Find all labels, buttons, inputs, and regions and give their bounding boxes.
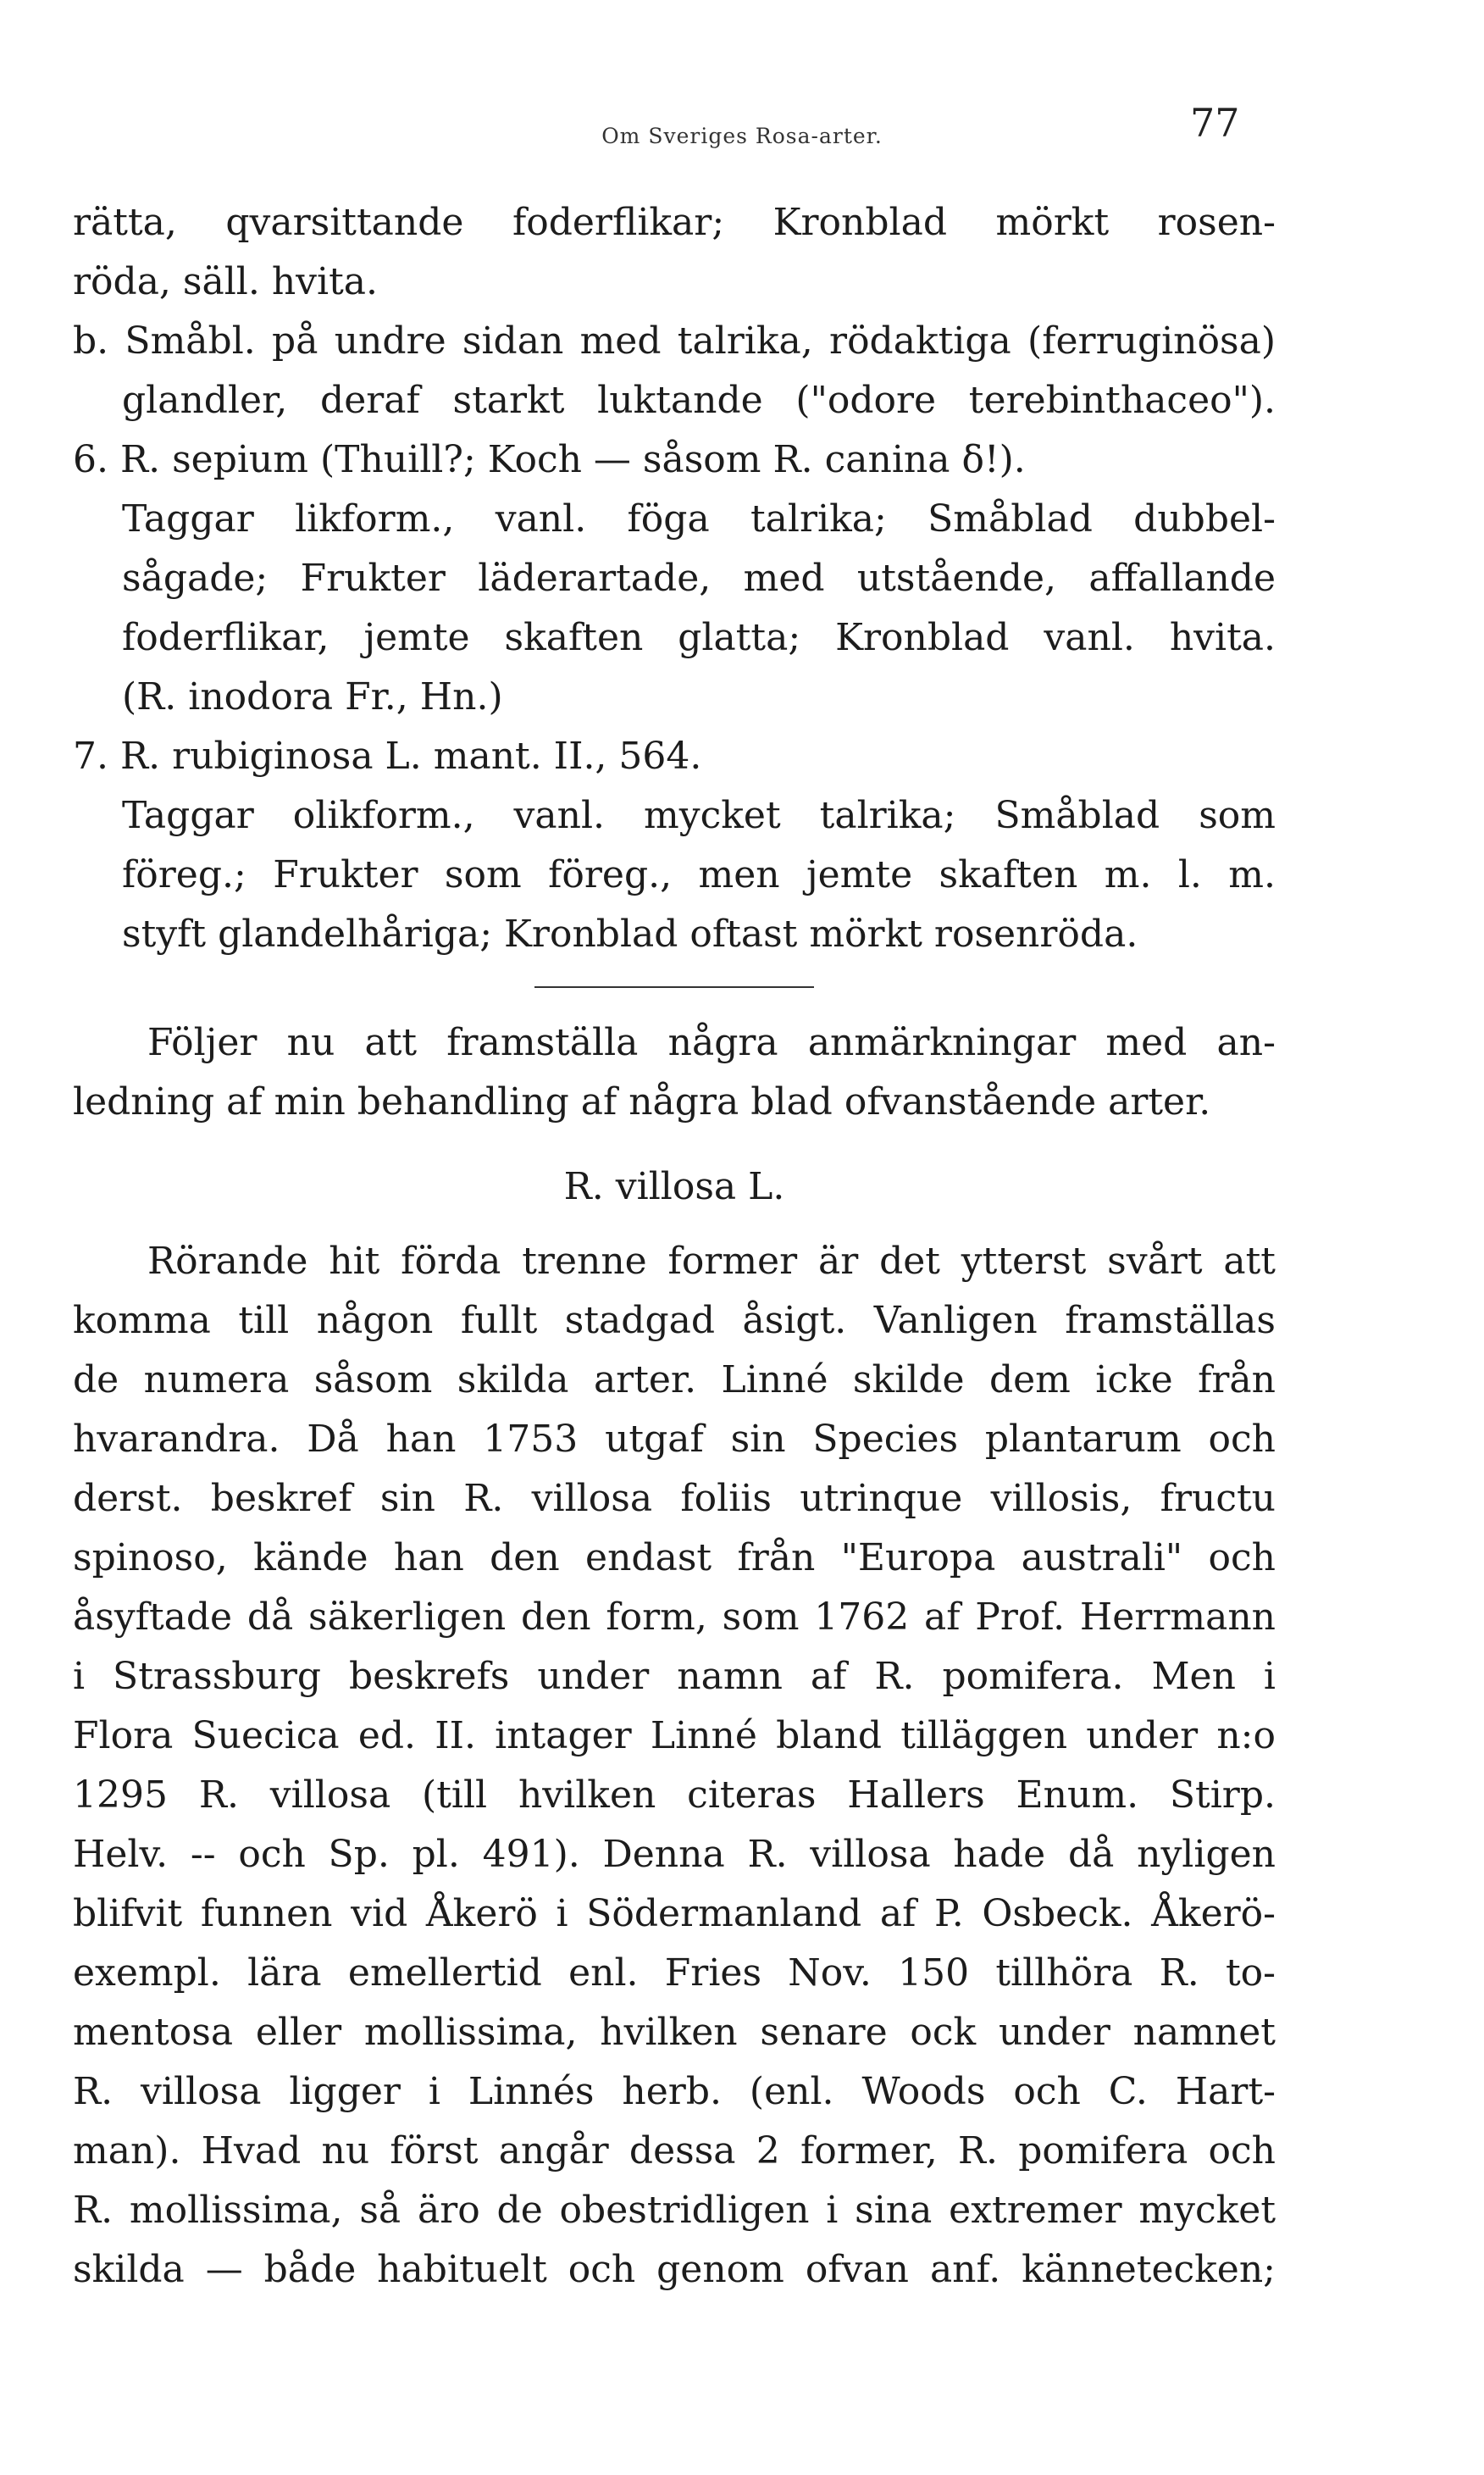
text-line: röda, säll. hvita. — [73, 260, 378, 303]
text-line: b. Småbl. på undre sidan med talrika, rödaktiga (ferruginösa) — [73, 319, 1276, 363]
text-line: glandler, deraf starkt luktande ("odore terebinthaceo"). — [122, 379, 1276, 422]
text-line: i Strassburg beskrefs under namn af R. pomifera. Men i — [73, 1655, 1276, 1698]
text-line: sågade; Frukter läderartade, med utstående, affallande — [122, 557, 1276, 600]
text-line: Helv. -- och Sp. pl. 491). Denna R. villosa hade då nyligen — [73, 1833, 1276, 1876]
text-line: rätta, qvarsittande foderflikar; Kronblad mörkt rosen- — [73, 201, 1276, 244]
text-line: Taggar olikform., vanl. mycket talrika; Småblad som — [122, 794, 1276, 837]
text-line: man). Hvad nu först angår dessa 2 former, R. pomifera och — [73, 2129, 1276, 2173]
section-divider — [534, 986, 814, 988]
text-line: styft glandelhåriga; Kronblad oftast mörkt rosenröda. — [122, 913, 1138, 956]
text-line: ledning af min behandling af några blad ofvanstående arter. — [73, 1080, 1211, 1124]
text-line: foderflikar, jemte skaften glatta; Kronblad vanl. hvita. — [122, 616, 1276, 659]
text-line: exempl. lära emellertid enl. Fries Nov. 150 tillhöra R. to- — [73, 1951, 1276, 1995]
text-line: Rörande hit förda trenne former är det ytterst svårt att — [147, 1240, 1276, 1283]
text-line: derst. beskref sin R. villosa foliis utrinque villosis, fructu — [73, 1477, 1276, 1520]
text-line: skilda — både habituelt och genom ofvan anf. kännetecken; — [73, 2248, 1276, 2291]
text-line: R. mollissima, så äro de obestridligen i sina extremer mycket — [73, 2189, 1276, 2232]
text-line: hvarandra. Då han 1753 utgaf sin Species plantarum och — [73, 1418, 1276, 1461]
text-line: de numera såsom skilda arter. Linné skilde dem icke från — [73, 1358, 1276, 1401]
species-heading-6: 6. R. sepium (Thuill?; Koch — såsom R. canina δ!). — [73, 438, 1026, 481]
text-line: Flora Suecica ed. II. intager Linné bland tilläggen under n:o — [73, 1714, 1276, 1757]
text-line: 1295 R. villosa (till hvilken citeras Hallers Enum. Stirp. — [73, 1773, 1276, 1817]
text-line: Följer nu att framställa några anmärkningar med an- — [147, 1021, 1276, 1064]
text-line: R. villosa ligger i Linnés herb. (enl. Woods och C. Hart- — [73, 2070, 1276, 2113]
text-line: spinoso, kände han den endast från "Europa australi" och — [73, 1536, 1276, 1579]
text-line: föreg.; Frukter som föreg., men jemte skaften m. l. m. — [122, 853, 1276, 896]
page-number: 77 — [1190, 100, 1240, 146]
text-line: blifvit funnen vid Åkerö i Södermanland af P. Osbeck. Åkerö- — [73, 1892, 1276, 1935]
species-heading-7: 7. R. rubiginosa L. mant. II., 564. — [73, 735, 702, 778]
body-text — [73, 193, 1276, 2300]
section-heading: R. villosa L. — [563, 1165, 785, 1208]
text-line: (R. inodora Fr., Hn.) — [122, 675, 503, 719]
text-line: mentosa eller mollissima, hvilken senare ock under namnet — [73, 2011, 1276, 2054]
text-line: Taggar likform., vanl. föga talrika; Småblad dubbel- — [122, 497, 1276, 541]
text-line: komma till någon fullt stadgad åsigt. Vanligen framställas — [73, 1299, 1276, 1342]
text-line: åsyftade då säkerligen den form, som 1762 af Prof. Herrmann — [73, 1595, 1276, 1639]
running-title: Om Sveriges Rosa-arter. — [601, 124, 883, 148]
